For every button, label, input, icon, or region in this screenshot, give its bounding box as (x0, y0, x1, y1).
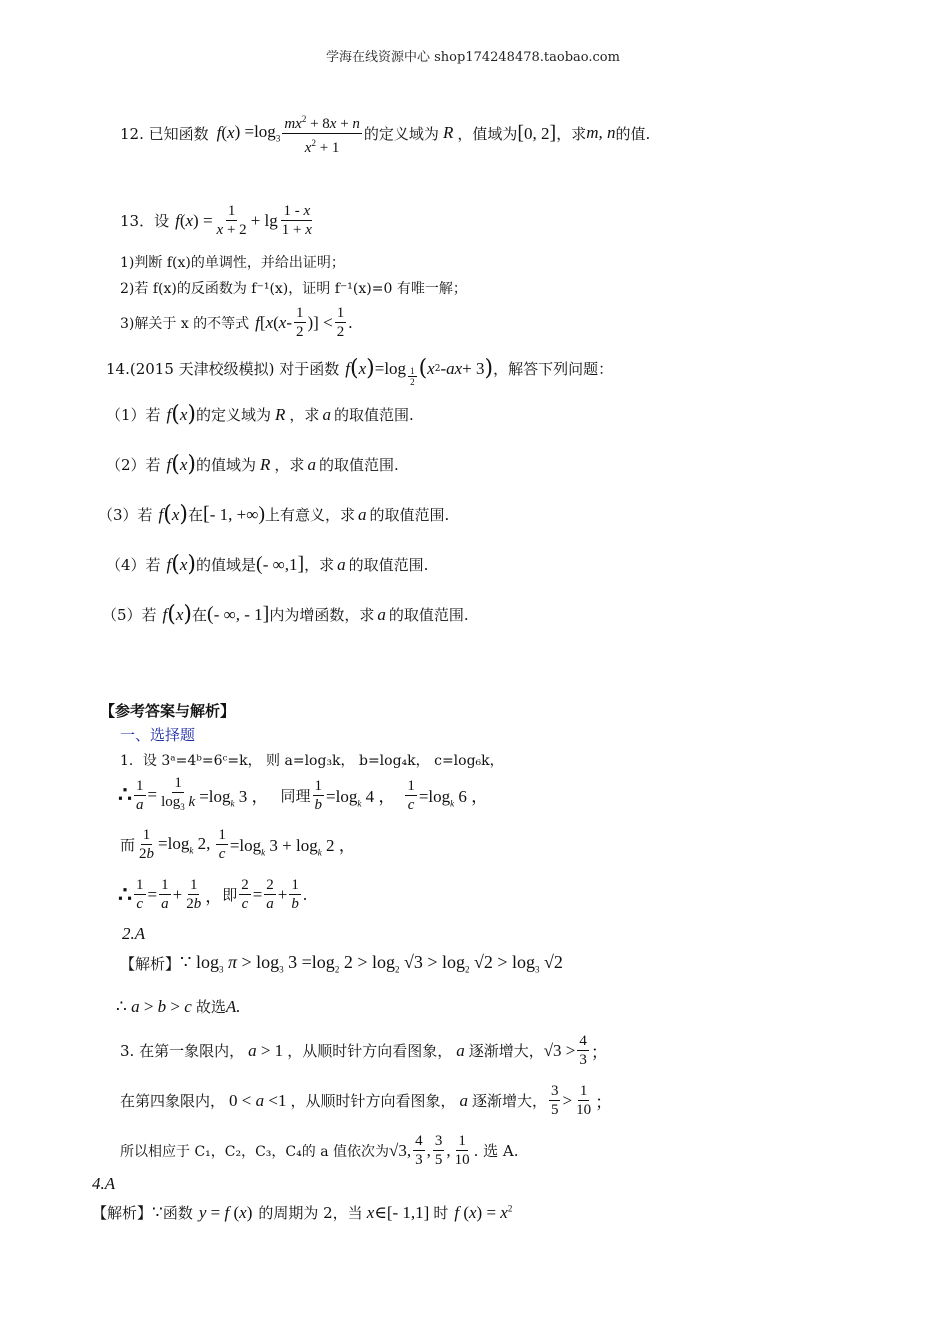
a3-text-2: ，从顺时针方向看图象， (287, 1042, 453, 1060)
er-text: 而 (120, 836, 136, 854)
problem-13-part-2: 2)若 f(x)的反函数为 f⁻¹(x)，证明 f⁻¹(x)=0 有唯一解； (120, 281, 467, 297)
problem-14-q2: （2）若 f ( x ) 的值域为 R ，求 a 的取值范围. (106, 452, 399, 477)
explain-tag-4: 【解析】 (92, 1204, 153, 1222)
section-heading: 一、选择题 (120, 726, 196, 744)
formula-f: f (216, 123, 222, 142)
q3-prefix: （3）若 (98, 506, 153, 524)
q2-end: 的取值范围. (318, 456, 399, 474)
q4-end: 的取值范围. (348, 556, 429, 574)
q5-ask: 内为增函数，求 (269, 606, 375, 624)
vars-m-n: m, n (586, 123, 616, 142)
answer-3-line-2: 在第四象限内， 0 < a <1 ，从顺时针方向看图象， a 逐渐增大， $\frac{3}{5}$ > $\frac{1}{10}$ ； (120, 1083, 613, 1118)
q3-text: 在 (188, 506, 204, 524)
problem-12-label: 12. 已知函数 (120, 124, 209, 143)
problem-12-domain-text: 的定义域为 (363, 124, 439, 143)
a3-text-7: 所以相应于 C₁，C₂，C₃，C₄的 a 值依次为 (120, 1143, 389, 1160)
problem-12: 12. 已知函数 f ( x ) $=\log_3$ $\frac{mx^2 + 8x + n}{x^2 + 1}$ 的定义域为 R ，值域为 [0, 2] ，求 m, n 的值. (120, 108, 650, 158)
problem-14-tail: ，解答下列问题： (493, 360, 614, 378)
answer-4-explain: 【解析】 ∵ 函数 y = f (x) 的周期为 2，当 x∈[- 1,1] 时 f $(x) = x^2$ (92, 1202, 513, 1222)
a4-text-3: 时 (433, 1204, 449, 1222)
problem-12-range-text: ，值域为 (457, 124, 518, 143)
q5-text: 在 (192, 606, 208, 624)
q1-text: 的定义域为 (196, 406, 272, 424)
a3-text-6: 逐渐增大， (471, 1092, 547, 1110)
same-text: 同理 (280, 786, 311, 805)
q1-ask: ，求 (289, 406, 320, 424)
page-header: 学海在线资源中心 shop174248478.taobao.com (326, 50, 620, 65)
a4-text-1: 函数 (162, 1204, 193, 1222)
a3-text-1: 3. 在第一象限内， (120, 1042, 245, 1060)
answer-4-label: 4.A (92, 1174, 116, 1193)
set-R: R (442, 123, 454, 142)
answer-1-line-2: ∴ $\frac{1}{a}$ = $\frac{1}{\log_3 k}$ $=\log_k$ 3 ， 同理 $\frac{1}{b}$ $=\log_k$ 4 ， $\frac{1}{c}$ $=\log_k$ 6 ， (118, 775, 489, 813)
q4-ask: ，求 (304, 556, 335, 574)
answer-2-conclusion: ∴ a > b > c 故选 A. (116, 996, 241, 1016)
problem-14: 14.(2015 天津校级模拟) 对于函数 f ( x ) =log $\frac{1}{2}$ ( x 2 - ax + 3 ) ，解答下列问题： (106, 356, 614, 387)
answer-2-explain: 【解析】 ∵ $\log_3 \pi > \log_3 3 =\log_2$ $2 > \log_2 √3 > \log_2 √2 > \log_3 √2$ (120, 952, 563, 975)
problem-14-q4: （4）若 f ( x ) 的值域是 (- ∞,1] ，求 a 的取值范围. (106, 552, 429, 577)
problem-13: 13．设 f ( x ) = $\frac{1}{x + 2}$ + lg $\frac{1 - x}{1 + x}$ (120, 203, 312, 238)
q1-prefix: （1）若 (106, 406, 161, 424)
problem-13-label: 13．设 (120, 212, 170, 230)
q4-prefix: （4）若 (106, 556, 161, 574)
choice-a: A. (225, 996, 241, 1016)
q4-text: 的值域是 (196, 556, 257, 574)
a3-text-8: . 选 A. (473, 1142, 519, 1160)
answer-3-line-1: 3. 在第一象限内， a > 1 ，从顺时针方向看图象， a 逐渐增大， √3 > $\frac{4}{3}$ ； (120, 1033, 608, 1068)
problem-13-part-3-text: 3)解关于 x 的不等式 (120, 315, 250, 332)
q2-text: 的值域为 (196, 456, 257, 474)
problem-14-q3: （3）若 f ( x ) 在 [- 1, +∞) 上有意义，求 a 的取值范围. (98, 502, 450, 527)
a4-text-2: 的周期为 2，当 (258, 1204, 363, 1222)
answer-1-line-3: 而 $\frac{1}{2b}$ $=\log_k$ 2, $\frac{1}{c}$ $=\log_k$ $3 + \log_k 2$ ， (120, 827, 356, 862)
q3-ask: 上有意义，求 (265, 506, 356, 524)
problem-14-q5: （5）若 f ( x ) 在 (- ∞, - 1] 内为增函数，求 a 的取值范围. (102, 602, 469, 627)
fraction-1-over-x2: $\frac{1}{x + 2}$ (216, 203, 247, 238)
q2-ask: ，求 (274, 456, 305, 474)
choose-text: 故选 (195, 998, 226, 1016)
q2-prefix: （2）若 (106, 456, 161, 474)
q3-end: 的取值范围. (369, 506, 450, 524)
problem-12-ask: ，求 (556, 124, 587, 143)
fraction-1mx-1px: $\frac{1 - x}{1 + x}$ (281, 203, 312, 238)
problem-14-label: 14.(2015 天津校级模拟) 对于函数 (106, 360, 340, 378)
q5-prefix: （5）若 (102, 606, 157, 624)
answer-1-line-1: 1．设 3ᵃ=4ᵇ=6ᶜ=k， 则 a=log₃k， b=log₄k， c=log₆k， (120, 753, 504, 769)
problem-14-q1: （1）若 f ( x ) 的定义域为 R ，求 a 的取值范围. (106, 402, 414, 427)
interval-0-2: [0, 2] (517, 121, 557, 144)
a3-text-5: ，从顺时针方向看图象， (290, 1092, 456, 1110)
problem-12-end: 的值. (615, 124, 651, 143)
problem-13-part-3: 3)解关于 x 的不等式 f [ x ( x - $\frac{1}{2}$ )] < $\frac{1}{2}$ . (120, 305, 353, 340)
a3-text-4: 在第四象限内， (120, 1092, 226, 1110)
problem-13-part-1: 1)判断 f(x)的单调性，并给出证明； (120, 255, 345, 271)
answer-3-line-3: 所以相应于 C₁，C₂，C₃，C₄的 a 值依次为 √3, $\frac{4}{3}$ , $\frac{3}{5}$ , $\frac{1}{10}$ . 选 A. (120, 1133, 519, 1168)
ji-text: 即 (222, 886, 238, 904)
q1-end: 的取值范围. (333, 406, 414, 424)
explain-tag-2: 【解析】 (120, 954, 181, 973)
answers-title: 【参考答案与解析】 (100, 702, 236, 720)
answer-1-line-4: ∴ $\frac{1}{c}$ = $\frac{1}{a}$ + $\frac{1}{2b}$ ， 即 $\frac{2}{c}$ = $\frac{2}{a}$ + $\frac{1}{b}$ . (118, 877, 308, 912)
q5-end: 的取值范围. (388, 606, 469, 624)
fraction-mx2: $\frac{mx^2 + 8x + n}{x^2 + 1}$ (282, 110, 362, 157)
a3-text-3: 逐渐增大， (468, 1042, 544, 1060)
answer-2-label: 2.A (122, 924, 146, 943)
